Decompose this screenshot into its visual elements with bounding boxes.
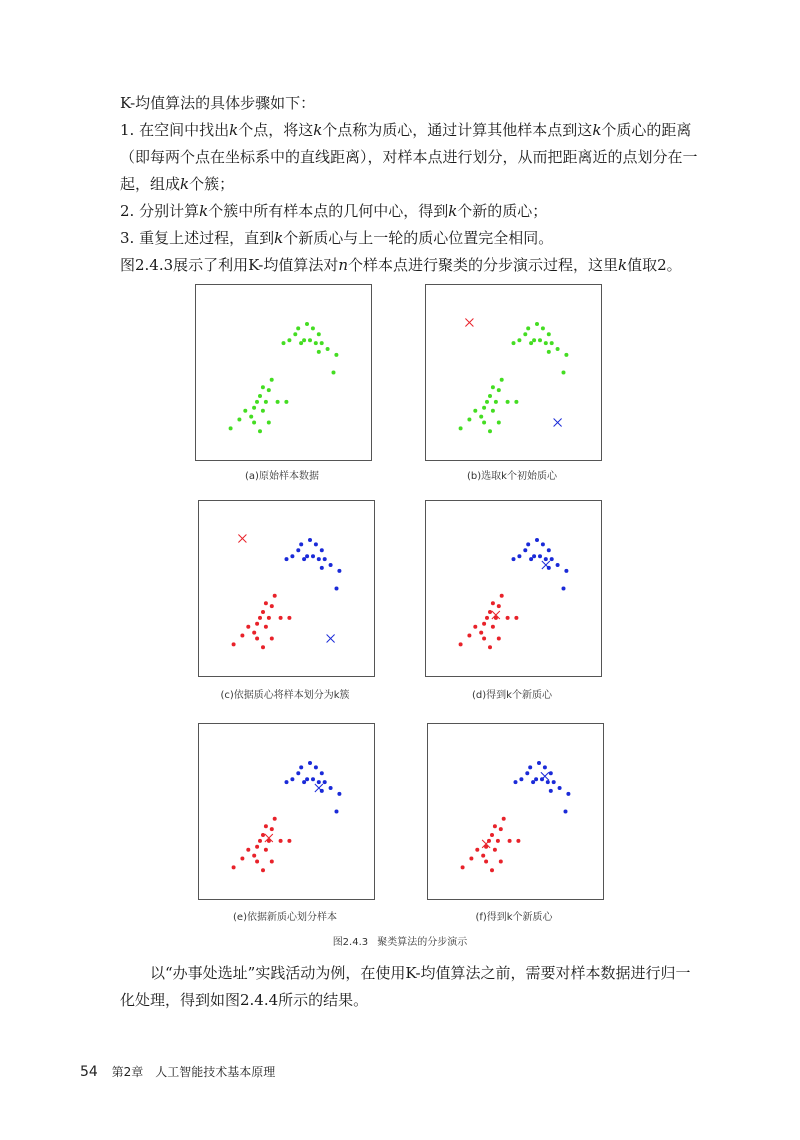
- chapter-title: 第2章 人工智能技术基本原理: [111, 1065, 276, 1079]
- data-point: [529, 341, 533, 345]
- data-point: [305, 322, 309, 326]
- page-footer: [80, 1063, 275, 1080]
- data-point: [479, 631, 483, 635]
- data-point: [535, 322, 539, 326]
- data-point: [282, 341, 286, 345]
- data-point: [537, 761, 541, 765]
- data-point: [482, 406, 486, 410]
- data-point: [252, 421, 256, 425]
- data-point: [296, 771, 300, 775]
- data-point: [261, 610, 265, 614]
- data-point: [267, 421, 271, 425]
- panel-b: [425, 284, 602, 461]
- data-point: [323, 780, 327, 784]
- data-point: [337, 792, 341, 796]
- data-point: [538, 554, 542, 558]
- data-point: [556, 563, 560, 567]
- data-point: [488, 610, 492, 614]
- data-point: [305, 777, 309, 781]
- panel-d-caption: (d)得到k个新质心: [472, 690, 552, 701]
- data-point: [484, 860, 488, 864]
- panel-d: [425, 500, 602, 677]
- data-point: [317, 780, 321, 784]
- data-point: [314, 542, 318, 546]
- data-point: [273, 594, 277, 598]
- data-point: [308, 761, 312, 765]
- data-point: [506, 400, 510, 404]
- data-point: [499, 827, 503, 831]
- data-point: [320, 548, 324, 552]
- data-point: [526, 542, 530, 546]
- panel-f: [427, 723, 604, 900]
- data-point: [305, 554, 309, 558]
- data-point: [493, 824, 497, 828]
- data-point: [229, 426, 233, 430]
- data-point: [488, 429, 492, 433]
- data-point: [485, 616, 489, 620]
- data-point: [299, 542, 303, 546]
- data-point: [261, 409, 265, 413]
- data-point: [261, 385, 265, 389]
- data-point: [496, 839, 500, 843]
- data-point: [258, 616, 262, 620]
- data-point: [479, 415, 483, 419]
- data-point: [547, 350, 551, 354]
- step-3: 3. 重复上述过程，直到k个新质心与上一轮的质心位置完全相同。: [120, 229, 554, 247]
- data-point: [497, 388, 501, 392]
- data-point: [240, 634, 244, 638]
- data-point: [519, 777, 523, 781]
- data-point: [482, 622, 486, 626]
- data-point: [482, 421, 486, 425]
- data-point: [287, 338, 291, 342]
- figure-intro: 图2.4.3展示了利用K-均值算法对n个样本点进行聚类的分步演示过程，这里k值取2。: [120, 256, 682, 274]
- data-point: [547, 332, 551, 336]
- data-point: [299, 341, 303, 345]
- data-point: [541, 326, 545, 330]
- data-point: [326, 347, 330, 351]
- data-point: [317, 350, 321, 354]
- data-point: [264, 400, 268, 404]
- data-point: [459, 426, 463, 430]
- data-point: [290, 554, 294, 558]
- data-point: [562, 587, 566, 591]
- data-point: [499, 860, 503, 864]
- panel-c-caption: (c)依据质心将样本划分为k簇: [220, 690, 350, 701]
- data-point: [232, 865, 236, 869]
- data-point: [529, 557, 533, 561]
- centroid-marker: [238, 535, 246, 543]
- data-point: [490, 833, 494, 837]
- data-point: [317, 332, 321, 336]
- data-point: [564, 569, 568, 573]
- step-2: 2. 分别计算k个簇中所有样本点的几何中心，得到k个新的质心；: [120, 202, 548, 220]
- data-point: [564, 353, 568, 357]
- data-point: [549, 789, 553, 793]
- data-point: [491, 601, 495, 605]
- data-point: [252, 854, 256, 858]
- data-point: [552, 780, 556, 784]
- data-point: [516, 839, 520, 843]
- data-point: [258, 394, 262, 398]
- data-point: [475, 848, 479, 852]
- data-point: [255, 637, 259, 641]
- data-point: [514, 400, 518, 404]
- data-point: [497, 637, 501, 641]
- panel-c: [198, 500, 375, 677]
- data-point: [523, 332, 527, 336]
- data-point: [296, 548, 300, 552]
- data-point: [461, 865, 465, 869]
- scatter-plot: [196, 285, 371, 460]
- panel-a: [195, 284, 372, 461]
- data-point: [526, 326, 530, 330]
- data-point: [335, 810, 339, 814]
- data-point: [500, 378, 504, 382]
- data-point: [246, 848, 250, 852]
- data-point: [261, 645, 265, 649]
- data-point: [270, 604, 274, 608]
- data-point: [558, 786, 562, 790]
- data-point: [528, 765, 532, 769]
- panel-a-caption: (a)原始样本数据: [245, 471, 319, 482]
- data-point: [232, 642, 236, 646]
- data-point: [532, 554, 536, 558]
- panel-e: [198, 723, 375, 900]
- data-point: [502, 817, 506, 821]
- data-point: [270, 378, 274, 382]
- heading-line: K-均值算法的具体步骤如下：: [120, 94, 316, 112]
- data-point: [514, 780, 518, 784]
- scatter-plot: [426, 501, 601, 676]
- data-point: [508, 839, 512, 843]
- data-point: [467, 418, 471, 422]
- data-point: [469, 857, 473, 861]
- data-point: [544, 557, 548, 561]
- data-point: [273, 817, 277, 821]
- data-point: [473, 409, 477, 413]
- data-point: [514, 616, 518, 620]
- data-point: [459, 642, 463, 646]
- data-point: [237, 418, 241, 422]
- data-point: [497, 421, 501, 425]
- data-point: [320, 771, 324, 775]
- data-point: [493, 848, 497, 852]
- data-point: [311, 777, 315, 781]
- data-point: [246, 625, 250, 629]
- data-point: [550, 341, 554, 345]
- data-point: [543, 765, 547, 769]
- data-point: [299, 765, 303, 769]
- data-point: [264, 601, 268, 605]
- data-point: [302, 338, 306, 342]
- data-point: [481, 854, 485, 858]
- closing-paragraph: 以“办事处选址”实践活动为例，在使用K-均值算法之前，需要对样本数据进行归一化处理，得到如图2.4.4所示的结果。: [120, 964, 691, 1009]
- data-point: [482, 637, 486, 641]
- scatter-plot: [199, 501, 374, 676]
- data-point: [311, 326, 315, 330]
- data-point: [337, 569, 341, 573]
- data-point: [532, 338, 536, 342]
- data-point: [267, 616, 271, 620]
- data-point: [332, 371, 336, 375]
- data-point: [547, 548, 551, 552]
- data-point: [311, 554, 315, 558]
- data-point: [240, 857, 244, 861]
- data-point: [317, 557, 321, 561]
- data-point: [485, 400, 489, 404]
- data-point: [556, 347, 560, 351]
- panel-b-caption: (b)选取k个初始质心: [467, 471, 557, 482]
- data-point: [535, 538, 539, 542]
- data-point: [287, 839, 291, 843]
- centroid-marker: [465, 319, 473, 327]
- data-point: [258, 839, 262, 843]
- data-point: [243, 409, 247, 413]
- data-point: [334, 353, 338, 357]
- data-point: [258, 429, 262, 433]
- data-point: [544, 341, 548, 345]
- data-point: [249, 415, 253, 419]
- page-number: 54: [80, 1064, 98, 1080]
- panel-e-caption: (e)依据新质心划分样本: [233, 912, 337, 923]
- data-point: [255, 860, 259, 864]
- data-point: [314, 765, 318, 769]
- data-point: [320, 566, 324, 570]
- data-point: [491, 409, 495, 413]
- data-point: [255, 400, 259, 404]
- data-point: [296, 326, 300, 330]
- data-point: [287, 616, 291, 620]
- data-point: [523, 548, 527, 552]
- data-point: [276, 400, 280, 404]
- data-point: [497, 604, 501, 608]
- data-point: [467, 634, 471, 638]
- data-point: [308, 538, 312, 542]
- data-point: [255, 622, 259, 626]
- data-point: [323, 557, 327, 561]
- data-point: [270, 827, 274, 831]
- data-point: [491, 385, 495, 389]
- data-point: [538, 338, 542, 342]
- data-point: [566, 792, 570, 796]
- data-point: [541, 542, 545, 546]
- data-point: [261, 868, 265, 872]
- data-point: [290, 777, 294, 781]
- data-point: [562, 371, 566, 375]
- data-point: [546, 780, 550, 784]
- data-point: [512, 557, 516, 561]
- data-point: [329, 563, 333, 567]
- data-point: [550, 557, 554, 561]
- data-point: [270, 637, 274, 641]
- data-point: [488, 645, 492, 649]
- data-point: [525, 771, 529, 775]
- data-point: [285, 780, 289, 784]
- data-point: [320, 341, 324, 345]
- scatter-plot: [426, 285, 601, 460]
- data-point: [500, 594, 504, 598]
- data-point: [270, 860, 274, 864]
- data-point: [252, 406, 256, 410]
- step-1: 1. 在空间中找出k个点，将这k个点称为质心，通过计算其他样本点到这k个质心的距离（即每两个点在坐标系中的直线距离），对样本点进行划分，从而把距离近的点划分在一起，组成k个簇；: [120, 121, 698, 193]
- data-point: [302, 780, 306, 784]
- data-point: [279, 616, 283, 620]
- data-point: [264, 625, 268, 629]
- data-point: [488, 394, 492, 398]
- data-point: [531, 780, 535, 784]
- data-point: [491, 625, 495, 629]
- centroid-marker: [315, 784, 323, 792]
- data-point: [252, 631, 256, 635]
- data-point: [329, 786, 333, 790]
- data-point: [293, 332, 297, 336]
- data-point: [284, 400, 288, 404]
- data-point: [494, 400, 498, 404]
- scatter-plot: [428, 724, 603, 899]
- data-point: [308, 338, 312, 342]
- data-point: [490, 868, 494, 872]
- data-point: [473, 625, 477, 629]
- figure-caption: 图2.4.3 聚类算法的分步演示: [332, 937, 468, 948]
- data-point: [564, 810, 568, 814]
- data-point: [285, 557, 289, 561]
- panel-f-caption: (f)得到k个新质心: [475, 912, 553, 923]
- data-point: [279, 839, 283, 843]
- data-point: [264, 824, 268, 828]
- data-point: [302, 557, 306, 561]
- data-point: [255, 845, 259, 849]
- data-point: [335, 587, 339, 591]
- data-point: [512, 341, 516, 345]
- data-point: [517, 554, 521, 558]
- data-point: [506, 616, 510, 620]
- centroid-marker: [542, 561, 550, 569]
- data-point: [534, 777, 538, 781]
- data-point: [517, 338, 521, 342]
- data-point: [549, 771, 553, 775]
- centroid-marker: [327, 634, 335, 642]
- data-point: [261, 833, 265, 837]
- centroid-marker: [541, 772, 549, 780]
- scatter-plot: [199, 724, 374, 899]
- data-point: [264, 848, 268, 852]
- centroid-marker: [554, 418, 562, 426]
- data-point: [267, 388, 271, 392]
- data-point: [314, 341, 318, 345]
